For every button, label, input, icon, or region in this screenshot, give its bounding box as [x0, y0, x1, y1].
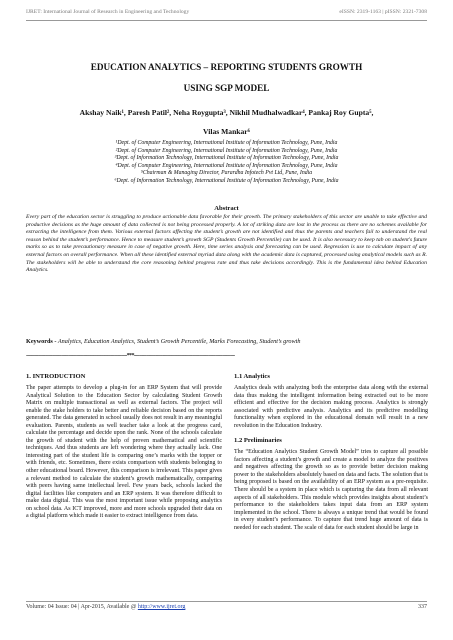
footer-volume-info	[26, 603, 185, 612]
page-number: 337	[418, 604, 427, 610]
section-separator: ------------------------------------------------------------------------***------------------------------------------------------------------------	[26, 353, 235, 359]
authors-line-1: Akshay Naik¹, Paresh Patil², Neha Roygupta³, Nikhil Mudhalwadkar⁴, Pankaj Roy Gupta⁵,	[79, 108, 374, 117]
footer-issue-text: Volume: 04 Issue: 04 | Apr-2015, Available @	[26, 604, 138, 610]
affiliation-3: ³Dept. of Information Technology, International Institute of Information Technology, Pune, India	[114, 155, 339, 162]
journal-link[interactable]: http://www.ijret.org	[137, 604, 186, 610]
authors-line-2: Vilas Mankar⁶	[203, 127, 250, 136]
issn-info: eISSN: 2319-1163 | pISSN: 2321-7308	[339, 9, 427, 15]
preliminaries-heading: 1.2 Preliminaries	[234, 437, 282, 445]
analytics-text: Analytics deals with analyzing both the enterprise data along with the external data thus making the intelligent information being extracted out to be more efficient and effective for the decision making process. Analytics is strongly associated with predictive analysis. Analytics and its predictive modelling functionality when explored in the educational domain will result in a new revolution in the Education Industry.	[234, 385, 428, 429]
header-divider	[26, 20, 427, 21]
title-line-2: USING SGP MODEL	[183, 83, 270, 93]
affiliation-1: ¹Dept. of Computer Engineering, International Institute of Information Technology, Pune, India	[115, 140, 338, 146]
title-line-1: EDUCATION ANALYTICS – REPORTING STUDENTS GROWTH	[90, 62, 363, 72]
affiliation-4: ⁴Dept. of Computer Engineering, International Institute of Information Technology, Pune, India	[115, 162, 338, 169]
abstract-text: Every part of the education sector is struggling to produce actionable data favorable for their growth. The primary stakeholders of this sector are unable to take effective and productive decisions as the huge amount of data collected is not being processed properly. A lot of striking data are lost in the process as there are no schemes available for extracting the intelligence from them. Various external factors affecting the student’s growth are not identified and thus the parents and teachers fail to understand the real reason behind the student’s performance. Hence to measure student’s growth SGP (Students Growth Percentile) can be used. It is also necessary to keep tab on student's future marks so as to take precautionary measure in case of negative growth. Here, time series analysis and forecasting can be used. Regression is use to calculate impact of any external factors on overall performance. When all these identified external myriad data along with the academic data is captured, processed using analytical models such as R. The stakeholders will be able to understand the core reasoning behind progress rate and thus take decisions accordingly. This is the fundamental idea behind Education Analytics.	[26, 214, 427, 274]
introduction-heading: 1. INTRODUCTION	[26, 373, 86, 380]
paper-title	[26, 57, 427, 99]
author-list	[26, 103, 427, 141]
keywords-text: Analytics, Education Analytics, Student’s Growth Percentile, Marks Forecasting, Student’s growth	[56, 338, 301, 345]
introduction-text: The paper attempts to develop a plug-in for an ERP System that will provide Analytical Solution to the Education Sector by calculating Student Growth Matrix on multiple transactional as well as external factors. The project will enable the stake holders to take better and reliable decision based on the reports generated. The data generated in school usually does not result in any meaningful evaluation. Parents, students as well teacher take a look at the progress card, calculate the percentage and decide upon the rank. None of the schools calculate the growth of student with the help of proven mathematical and scientific techniques. And thus students are left wondering where they actually lack. One interesting part of the student life is comparing one’s marks with the topper or with friends, etc. Sometimes, there exists comparison with students belonging to other educational board. However, this comparison is irrelevant. This paper gives a relevant method to calculate the student’s growth mathematically, comparing with peers having same intellectual level. Few years back, schools lacked the digital facilities like computers and an ERP system. It was therefore difficult to make data digital. This was the most important issue while proposing analytics on school data. As ICT improved, more and more schools upgraded their data on a digital platform which made it easier to extract intelligence from data.	[26, 385, 222, 520]
running-footer	[26, 603, 427, 612]
footer-divider	[26, 601, 427, 602]
preliminaries-text: The “Education Analytics Student Growth Model” tries to capture all possible factors affecting a student’s growth and create a model to analyze the positives and negatives affecting the growth so as to provide better decision making power to the stakeholders absolutely based on data and facts. The solution that is being proposed is based on the availability of an ERP system as a pre-requisite. There should be a system in place which is capturing the data from all relevant aspects of all stakeholders. This module which provides insights about student’s performance to the stakeholders takes input data from an ERP system implemented in the school. There is always a unique trend that would be found in every student’s performance. To capture that trend huge amount of data is needed for each student. The scale of data for each student should be large in	[234, 449, 428, 531]
affiliation-6: ⁶Dept. of Information Technology, International Institute of Information Technology, Pune, India	[114, 177, 339, 184]
affiliation-5: ⁵Chairman & Managing Director, Parardha Infotech Pvt Ltd, Pune, India	[140, 170, 313, 177]
journal-name: IJRET: International Journal of Research in Engineering and Technology	[26, 9, 190, 15]
affiliation-2: ²Dept. of Computer Engineering, International Institute of Information Technology, Pune, India	[115, 147, 338, 154]
running-header	[26, 8, 427, 16]
left-column	[26, 372, 222, 527]
keywords-label: Keywords -	[26, 338, 57, 345]
right-column	[234, 372, 428, 538]
keywords	[26, 338, 427, 346]
analytics-heading: 1.1 Analytics	[234, 373, 270, 380]
abstract-heading: Abstract	[214, 205, 239, 212]
affiliations	[26, 140, 427, 186]
